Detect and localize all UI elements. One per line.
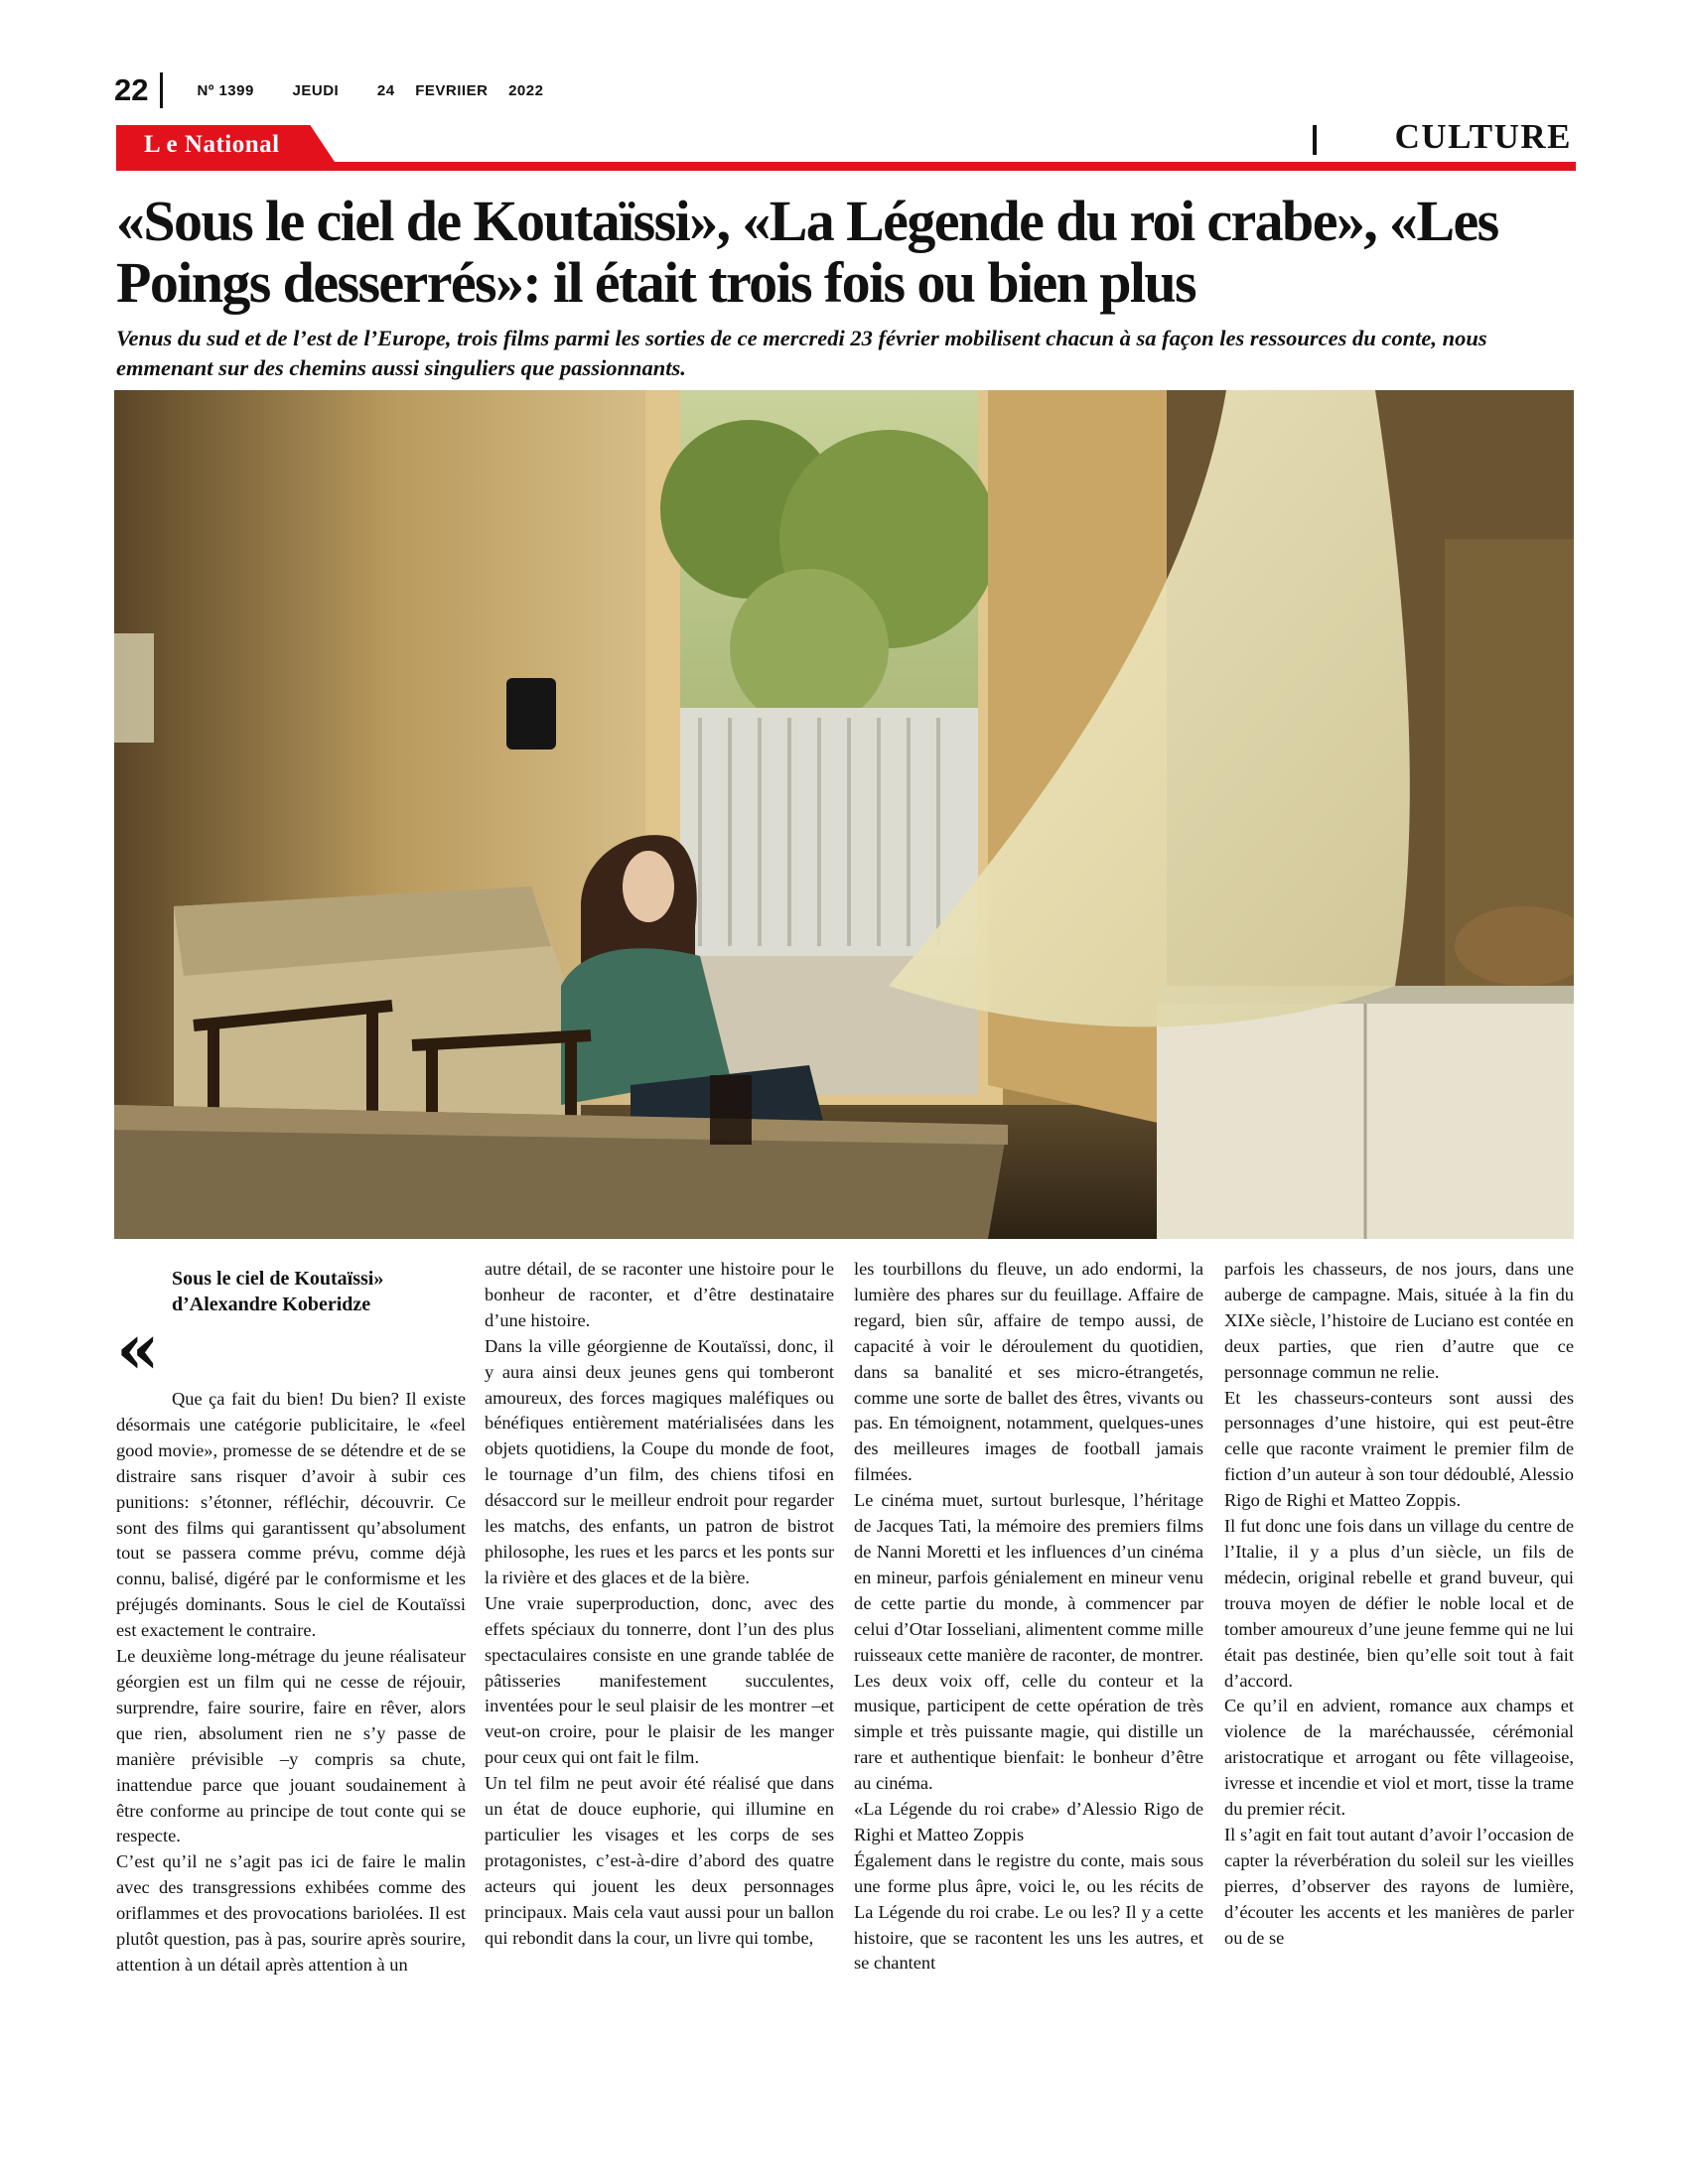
paragraph: Dans la ville géorgienne de Koutaïssi, donc, il y aura ainsi deux jeunes gens qui tomberont amoureux, des forces magiques maléfiques ou bénéfiques entièrement matérialisées dans les objets quotidiens, la Coupe du monde de foot, le tournage d’un film, des chiens tifosi en désaccord sur le meilleur endroit pour regarder les matchs, des enfants, un patron de bistrot philosophe, les rues et les parcs et les ponts sur la rivière et des glaces et de la bière. — [485, 1335, 834, 1587]
issue-year: 2022 — [508, 81, 544, 99]
article-column-1 — [116, 1257, 466, 1979]
film-still-illustration — [114, 390, 1574, 1239]
opening-quote-mark: « — [116, 1307, 160, 1390]
page-number: 22 — [114, 72, 149, 107]
paragraph: C’est qu’il ne s’agit pas ici de faire le malin avec des transgressions exhibées comme des oriflammes et des provocations bariolées. Il est plutôt question, pas à pas, sourire après sourire, attention à un détail après attention à un — [116, 1851, 466, 1975]
article-column-4 — [1224, 1257, 1574, 1951]
paragraph: Un tel film ne peut avoir été réalisé que dans un état de douce euphorie, qui illumine en particulier les visages et les corps de ses protagonistes, c’est-à-dire d’abord des quatre acteurs qui jouent les deux personnages principaux. Mais cela vaut aussi pour un ballon qui rebondit dans la cour, un livre qui tombe, — [485, 1773, 834, 1948]
paragraph: Également dans le registre du conte, mais sous une forme plus âpre, voici le, ou les récits de La Légende du roi crabe. Le ou les? Il y a cette histoire, que se racontent les uns les autres, et se chantent — [854, 1849, 1203, 1974]
red-rule — [116, 162, 1576, 171]
film-still-photo — [114, 390, 1574, 1239]
section-divider — [1313, 125, 1317, 155]
issue-month: FEVRIIER — [415, 81, 489, 99]
page-number-divider — [160, 72, 163, 108]
page-header — [114, 69, 1574, 111]
headline: «Sous le ciel de Koutaïssi», «La Légende du roi crabe», «Les Poings desserrés»: il était trois fois ou bien plus — [116, 189, 1498, 315]
article-column-3 — [854, 1257, 1203, 1977]
issue-number: Nº 1399 — [197, 81, 254, 99]
paragraph: Il fut donc une fois dans un village du centre de l’Italie, il y a plus d’un siècle, un fils de médecin, original rebelle et grand buveur, qui trouva moyen de défier le noble local et de tomber amoureux d’une jeune femme qui ne lui était pas destinée, bien qu’elle soit tout à fait d’accord. — [1224, 1516, 1574, 1691]
paragraph: Et les chasseurs-conteurs sont aussi des personnages d’une histoire, qui est peut-être celle que raconte vraiment le premier film de fiction d’un auteur à son tour dédoublé, Alessio Rigo de Righi et Matteo Zoppis. — [1224, 1387, 1574, 1511]
subheading: «La Légende du roi crabe» d’Alessio Rigo de Righi et Matteo Zoppis — [854, 1799, 1203, 1844]
paragraph: parfois les chasseurs, de nos jours, dans une auberge de campagne. Mais, située à la fin du XIXe siècle, l’histoire de Luciano est contée en deux parties, que rien d’autre que ce personnage commun ne relie. — [1224, 1259, 1574, 1382]
article-column-2 — [485, 1257, 834, 1951]
issue-weekday: JEUDI — [292, 81, 340, 99]
column-1-heading: Sous le ciel de Koutaïssi» d’Alexandre Koberidze — [172, 1268, 384, 1315]
paragraph: Que ça fait du bien! Du bien? Il existe désormais une catégorie publicitaire, le «feel good movie», promesse de se détendre et de se distraire sans risquer d’avoir à subir ces punitions: s’étonner, réfléchir, découvrir. Ce sont des films qui garantissent qu’absolument tout se passera comme prévu, comme déjà connu, balisé, digéré par le conformisme et les préjugés dominants. Sous le ciel de Koutaïssi est exactement le contraire. — [116, 1389, 466, 1641]
paragraph: Ce qu’il en advient, romance aux champs et violence de la maréchaussée, cérémonial aristocratique et arrogant ou fête villageoise, ivresse et incendie et viol et mort, tisse la trame du premier récit. — [1224, 1696, 1574, 1820]
paragraph: Il s’agit en fait tout autant d’avoir l’occasion de capter la réverbération du soleil sur les vieilles pierres, d’observer des rayons de lumière, d’écouter les accents et les manières de parler ou de se — [1224, 1824, 1574, 1948]
paragraph: Le deuxième long-métrage du jeune réalisateur géorgien est un film qui ne cesse de réjouir, surprendre, faire sourire, faire en rêver, alors que rien, absolument rien ne s’y passe de manière prévisible –y compris sa chute, inattendue parce que jouant soudainement à être conforme au principe de tout conte qui se respecte. — [116, 1646, 466, 1846]
paragraph: autre détail, de se raconter une histoire pour le bonheur de raconter, et d’être destinataire d’une histoire. — [485, 1259, 834, 1330]
paragraph: Le cinéma muet, surtout burlesque, l’héritage de Jacques Tati, la mémoire des premiers films de Nanni Moretti et les influences d’un cinéma en mineur, parfois génialement en mineur venu de cette partie du monde, à commencer par celui d’Otar Iosseliani, alimentent comme mille ruisseaux cette manière de raconter, de montrer. Les deux voix off, celle du conteur et la musique, participent de cette opération de très simple et très puissante magie, qui distille un rare et authentique bienfait: le bonheur d’être au cinéma. — [854, 1490, 1203, 1794]
issue-day: 24 — [376, 81, 395, 99]
paragraph: Une vraie superproduction, donc, avec des effets spéciaux du tonnerre, dont l’un des plus spectaculaires consiste en une grande tablée de pâtisseries manifestement succulentes, inventées pour le seul plaisir de les montrer –et veut-on croire, pour le plaisir de les manger pour ceux qui ont fait le film. — [485, 1592, 834, 1768]
brand-label: L e National — [144, 131, 280, 158]
paragraph: les tourbillons du fleuve, un ado endormi, la lumière des phares sur du feuillage. Affaire de regard, bien sûr, affaire de tempo aussi, de capacité à voir le déroulement du quotidien, dans sa banalité et ses micro-étrangetés, comme une sorte de ballet des êtres, vivants ou pas. En témoignent, notamment, quelques-unes des meilleures images de football jamais filmées. — [854, 1259, 1203, 1485]
standfirst: Venus du sud et de l’est de l’Europe, trois films parmi les sorties de ce mercredi 23 février mobilisent chacun à sa façon les ressources du conte, nous emmenant sur des chemins aussi singuliers que passionnants. — [116, 326, 1487, 380]
section-label: CULTURE — [1394, 117, 1572, 156]
issue-info — [197, 82, 577, 99]
